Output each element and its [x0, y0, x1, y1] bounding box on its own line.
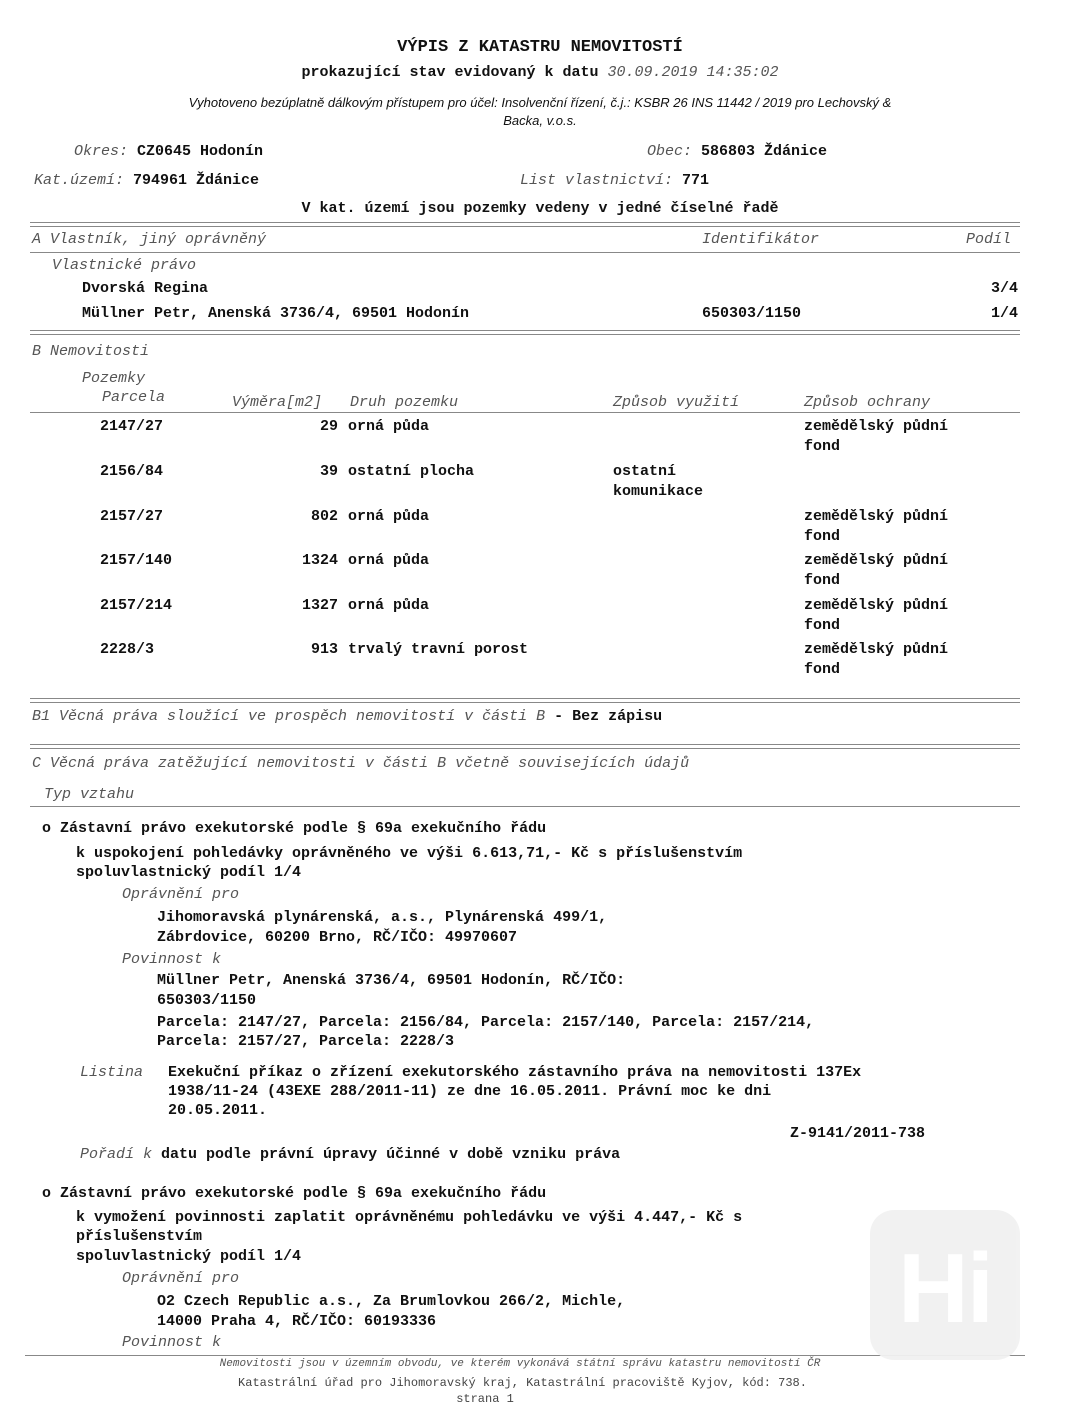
- parcel-protection: zemědělský půdní: [804, 418, 949, 435]
- divider: [30, 252, 1020, 253]
- listina-line: Exekuční příkaz o zřízení exekutorského zástavního práva na nemovitosti 137Ex: [168, 1064, 862, 1081]
- footer-divider: [25, 1355, 1025, 1356]
- document-subtitle: [0, 64, 1080, 81]
- parcel-protection: zemědělský půdní: [804, 552, 949, 569]
- col-zpusob-ochrany: Způsob ochrany: [804, 394, 931, 411]
- debtor-line: Müllner Petr, Anenská 3736/4, 69501 Hodonín, RČ/IČO:: [157, 972, 626, 989]
- divider: [30, 744, 1020, 749]
- poradi-value: datu podle právní úpravy účinné v době vzniku práva: [161, 1146, 621, 1163]
- parcel-type: orná půda: [348, 418, 430, 435]
- parcel-protection: zemědělský půdní: [804, 508, 949, 525]
- section-b1-value: - Bez zápisu: [554, 708, 663, 725]
- lien-title: o Zástavní právo exekutorské podle § 69a exekučního řádu: [42, 1185, 547, 1202]
- kat-value: 794961 Ždánice: [133, 172, 260, 189]
- okres-value: CZ0645 Hodonín: [137, 143, 264, 160]
- debtor-parcels: Parcela: 2147/27, Parcela: 2156/84, Parcela: 2157/140, Parcela: 2157/214,: [157, 1014, 815, 1031]
- parcel-protection: zemědělský půdní: [804, 641, 949, 658]
- pozemky-label: Pozemky: [82, 370, 146, 387]
- obec: [647, 143, 827, 160]
- kat-note: V kat. území jsou pozemky vedeny v jedné číselné řadě: [301, 200, 779, 217]
- parcel-usage: komunikace: [613, 483, 704, 500]
- creditor-line: Jihomoravská plynárenská, a.s., Plynárenská 499/1,: [157, 909, 608, 926]
- reference-number: Z-9141/2011-738: [790, 1125, 926, 1142]
- parcel-usage: ostatní: [613, 463, 677, 480]
- section-b1: [32, 708, 662, 725]
- creditor-line: 14000 Praha 4, RČ/IČO: 60193336: [157, 1313, 437, 1330]
- parcel-area: 913: [310, 641, 338, 658]
- parcel-area: 802: [310, 508, 338, 525]
- parcel-id: 2157/140: [100, 552, 173, 569]
- divider: [30, 330, 1020, 335]
- footer-line-1: Nemovitosti jsou v územním obvodu, ve kterém vykonává státní správu katastru nemovitostí ČR: [219, 1358, 821, 1370]
- parcel-id: 2156/84: [100, 463, 164, 480]
- subtitle-prefix: prokazující stav evidovaný k datu: [301, 64, 599, 81]
- divider: [30, 806, 1020, 807]
- povinnost-label: Povinnost k: [122, 1334, 222, 1351]
- parcel-protection: fond: [804, 617, 841, 634]
- kat-uzemi: [34, 172, 259, 189]
- purpose-line-1: Vyhotoveno bezúplatně dálkovým přístupem pro účel: Insolvenční řízení, č.j.: KSBR 26 INS 11442 / 2019 pro Lechovský &: [188, 95, 892, 110]
- list-value: 771: [682, 172, 710, 189]
- col-vymera: Výměra[m2]: [232, 394, 323, 411]
- watermark-logo: [870, 1210, 1020, 1360]
- okres: [74, 143, 263, 160]
- parcel-protection: zemědělský půdní: [804, 597, 949, 614]
- debtor-parcels: Parcela: 2157/27, Parcela: 2228/3: [157, 1033, 455, 1050]
- list-label: List vlastnictví:: [520, 172, 674, 189]
- col-identifikator: Identifikátor: [702, 231, 820, 248]
- debtor-line: 650303/1150: [157, 992, 257, 1009]
- poradi: [80, 1146, 620, 1163]
- list-vlastnictvi: [520, 172, 709, 189]
- parcel-area: 1324: [301, 552, 338, 569]
- parcel-type: orná půda: [348, 597, 430, 614]
- lien-description: k vymožení povinnosti zaplatit oprávněnému pohledávku ve výši 4.447,- Kč s: [76, 1209, 743, 1226]
- document-title: VÝPIS Z KATASTRU NEMOVITOSTÍ: [397, 38, 683, 57]
- section-b1-heading: B1 Věcná práva sloužící ve prospěch nemovitostí v části B: [32, 708, 546, 725]
- col-zpusob-vyuziti: Způsob využití: [613, 394, 740, 411]
- lien-description: příslušenstvím: [76, 1228, 203, 1245]
- parcel-id: 2147/27: [100, 418, 164, 435]
- parcel-protection: fond: [804, 572, 841, 589]
- divider: [30, 412, 1020, 413]
- section-b-heading: B Nemovitosti: [32, 343, 150, 360]
- parcel-type: orná půda: [348, 508, 430, 525]
- owner-share: 3/4: [990, 280, 1018, 297]
- owner-ident: 650303/1150: [702, 305, 802, 322]
- vlastnicke-pravo-label: Vlastnické právo: [52, 257, 197, 274]
- poradi-label: Pořadí k: [80, 1146, 153, 1163]
- parcel-protection: fond: [804, 661, 841, 678]
- parcel-id: 2157/214: [100, 597, 173, 614]
- listina-label: Listina: [80, 1064, 144, 1081]
- parcel-type: trvalý travní porost: [348, 641, 529, 658]
- lien-description: k uspokojení pohledávky oprávněného ve výši 6.613,71,- Kč s příslušenstvím: [76, 845, 743, 862]
- creditor-line: O2 Czech Republic a.s., Za Brumlovkou 266/2, Michle,: [157, 1293, 626, 1310]
- col-parcela: Parcela: [102, 389, 166, 406]
- lien-title: o Zástavní právo exekutorské podle § 69a exekučního řádu: [42, 820, 547, 837]
- divider: [30, 698, 1020, 703]
- opravneni-label: Oprávnění pro: [122, 1270, 240, 1287]
- lien-share: spoluvlastnický podíl 1/4: [76, 864, 302, 881]
- parcel-area: 29: [319, 418, 338, 435]
- parcel-area: 1327: [301, 597, 338, 614]
- owner-share: 1/4: [990, 305, 1018, 322]
- okres-label: Okres:: [74, 143, 129, 160]
- parcel-protection: fond: [804, 528, 841, 545]
- subtitle-date: 30.09.2019 14:35:02: [607, 64, 779, 81]
- creditor-line: Zábrdovice, 60200 Brno, RČ/IČO: 49970607: [157, 929, 518, 946]
- parcel-type: ostatní plocha: [348, 463, 475, 480]
- lien-share: spoluvlastnický podíl 1/4: [76, 1248, 302, 1265]
- watermark-text: Hi: [898, 1233, 992, 1343]
- owner-name: Müllner Petr, Anenská 3736/4, 69501 Hodonín: [82, 305, 470, 322]
- parcel-area: 39: [319, 463, 338, 480]
- footer-line-2: Katastrální úřad pro Jihomoravský kraj, Katastrální pracoviště Kyjov, kód: 738.: [238, 1376, 807, 1390]
- typ-vztahu-label: Typ vztahu: [44, 786, 135, 803]
- kat-label: Kat.území:: [34, 172, 125, 189]
- povinnost-label: Povinnost k: [122, 951, 222, 968]
- owner-name: Dvorská Regina: [82, 280, 209, 297]
- section-c-heading: C Věcná práva zatěžující nemovitosti v části B včetně souvisejících údajů: [32, 755, 690, 772]
- opravneni-label: Oprávnění pro: [122, 886, 240, 903]
- listina-line: 1938/11-24 (43EXE 288/2011-11) ze dne 16.05.2011. Právní moc ke dni: [168, 1083, 772, 1100]
- listina-line: 20.05.2011.: [168, 1102, 268, 1119]
- col-podil: Podíl: [966, 231, 1012, 248]
- obec-label: Obec:: [647, 143, 693, 160]
- parcel-id: 2157/27: [100, 508, 164, 525]
- divider: [30, 222, 1020, 227]
- section-a-heading: A Vlastník, jiný oprávněný: [32, 231, 267, 248]
- parcel-protection: fond: [804, 438, 841, 455]
- purpose-line-2: Backa, v.o.s.: [503, 113, 577, 128]
- parcel-type: orná půda: [348, 552, 430, 569]
- parcel-id: 2228/3: [100, 641, 155, 658]
- obec-value: 586803 Ždánice: [701, 143, 828, 160]
- page-number: strana 1: [456, 1392, 514, 1406]
- col-druh: Druh pozemku: [350, 394, 459, 411]
